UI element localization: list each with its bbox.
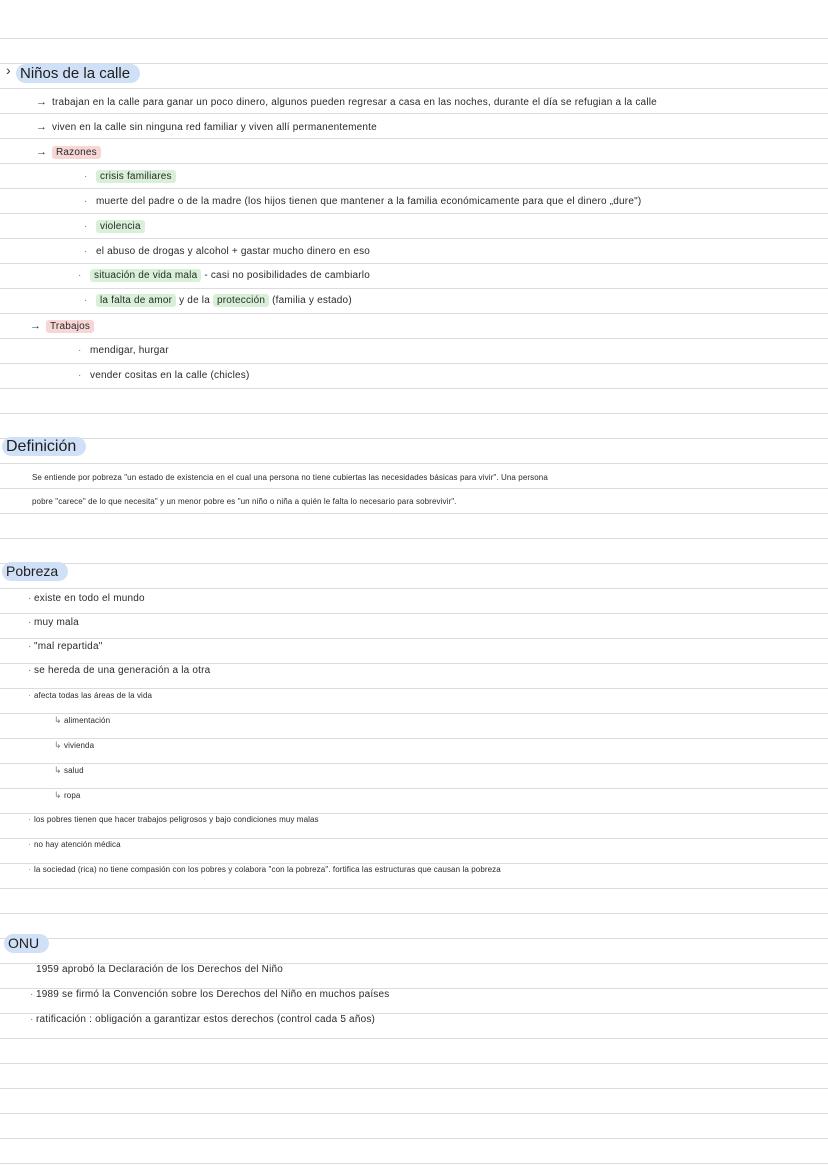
heading-ninos-de-la-calle: Niños de la calle xyxy=(16,64,140,83)
pobreza-sub-item: ↳ ropa xyxy=(54,790,81,800)
bullet-dot-icon: · xyxy=(28,840,31,849)
pobreza-sub-item: ↳ alimentación xyxy=(54,715,111,725)
pobreza-item: · muy mala xyxy=(28,617,79,628)
trabajos-label-line xyxy=(30,320,94,332)
bullet-dot-icon: · xyxy=(28,641,32,652)
pobreza-item: · existe en todo el mundo xyxy=(28,593,145,604)
bullet-dot-icon: · xyxy=(78,345,82,356)
arrow-right-icon: → xyxy=(36,96,48,108)
pobreza-item: · se hereda de una generación a la otra xyxy=(28,665,211,676)
sub-arrow-icon: ↳ xyxy=(54,740,62,750)
trabajos-label: Trabajos xyxy=(46,320,94,333)
bullet-dot-icon: · xyxy=(78,270,82,281)
bullet-dot-icon: · xyxy=(84,295,88,306)
arrow-item-1: → trabajan en la calle para ganar un poco dinero, algunos pueden regresar a casa en las noches, durante el día se refugian a la calle xyxy=(36,96,657,108)
razon-item: · situación de vida mala - casi no posibilidades de cambiarlo xyxy=(78,270,370,281)
razon-item: · violencia xyxy=(84,221,145,232)
pobreza-item: · los pobres tienen que hacer trabajos peligrosos y bajo condiciones muy malas xyxy=(28,815,319,824)
pobreza-item: · no hay atención médica xyxy=(28,840,121,849)
sub-arrow-icon: ↳ xyxy=(54,790,62,800)
trabajo-item: · vender cositas en la calle (chicles) xyxy=(78,370,250,381)
razon-item: · la falta de amor y de la protección (familia y estado) xyxy=(84,295,352,306)
bullet-dot-icon: · xyxy=(28,815,31,824)
pobreza-item: · afecta todas las áreas de la vida xyxy=(28,691,153,700)
bullet-dot-icon: · xyxy=(28,691,31,700)
bullet-dot-icon: · xyxy=(28,865,31,874)
bullet-dot-icon: · xyxy=(84,196,88,207)
sub-arrow-icon: ↳ xyxy=(54,715,62,725)
sub-arrow-icon: ↳ xyxy=(54,765,62,775)
bullet-dot-icon: · xyxy=(28,593,32,604)
definicion-line-2: pobre "carece" de lo que necesita" y un menor pobre es "un niño o niña a quién le falta lo necesario para sobrevivir". xyxy=(32,497,457,506)
arrow-right-icon: → xyxy=(36,146,48,158)
razones-label-line xyxy=(36,146,101,158)
razones-label: Razones xyxy=(52,146,101,159)
pobreza-sub-item: ↳ vivienda xyxy=(54,740,95,750)
bullet-dot-icon: · xyxy=(28,665,32,676)
onu-item: · ratificación : obligación a garantizar estos derechos (control cada 5 años) xyxy=(30,1014,376,1025)
pobreza-sub-item: ↳ salud xyxy=(54,765,84,775)
heading-onu: ONU xyxy=(4,934,49,953)
bullet-dot-icon: · xyxy=(30,989,34,1000)
heading-pobreza: Pobreza xyxy=(2,562,68,581)
pobreza-item: · la sociedad (rica) no tiene compasión con los pobres y colabora "con la pobreza". fortifica las estructuras que causan la pobreza xyxy=(28,865,501,874)
onu-item: · 1989 se firmó la Convención sobre los Derechos del Niño en muchos países xyxy=(30,989,390,1000)
razon-item: · el abuso de drogas y alcohol + gastar mucho dinero en eso xyxy=(84,246,371,257)
definicion-line-1: Se entiende por pobreza "un estado de existencia en el cual una persona no tiene cubiertas las necesidades básicas para vivir". Una persona xyxy=(32,473,548,482)
razon-item: · muerte del padre o de la madre (los hijos tienen que mantener a la familia económicamente para que el dinero „dure") xyxy=(84,196,642,207)
razon-item: · crisis familiares xyxy=(84,171,176,182)
heading-definicion: Definición xyxy=(2,437,86,456)
bullet-dot-icon: · xyxy=(28,617,32,628)
bullet-dot-icon: · xyxy=(30,1014,34,1025)
arrow-right-icon: → xyxy=(30,320,42,332)
chevron-right-icon: › xyxy=(6,62,11,78)
arrow-right-icon: → xyxy=(36,121,48,133)
arrow-item-2: → viven en la calle sin ninguna red familiar y viven allí permanentemente xyxy=(36,121,377,133)
bullet-dot-icon: · xyxy=(84,171,88,182)
bullet-dot-icon: · xyxy=(84,221,88,232)
bullet-dot-icon: · xyxy=(78,370,82,381)
trabajo-item: · mendigar, hurgar xyxy=(78,345,169,356)
pobreza-item: · "mal repartida" xyxy=(28,641,103,652)
bullet-dot-icon: · xyxy=(84,246,88,257)
onu-item: 1959 aprobó la Declaración de los Derechos del Niño xyxy=(36,964,284,975)
